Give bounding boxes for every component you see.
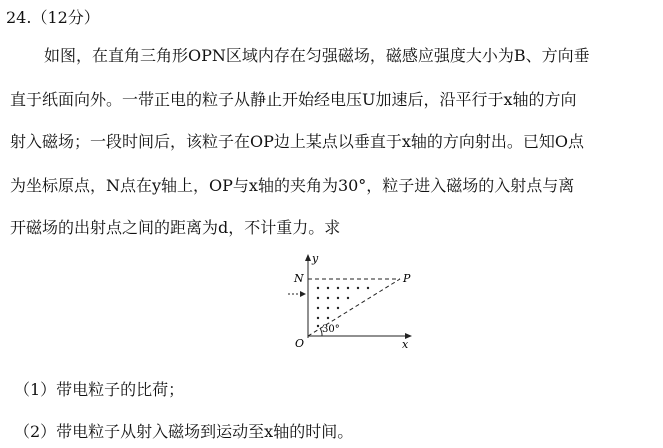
- magnetic-field-figure: [280, 252, 420, 352]
- problem-body-line-2: 直于纸面向外。一带正电的粒子从静止开始经电压U加速后，沿平行于x轴的方向: [10, 90, 577, 109]
- label-y: y: [312, 252, 319, 265]
- problem-body-line-3: 射入磁场；一段时间后，该粒子在OP边上某点以垂直于x轴的方向射出。已知O点: [10, 132, 585, 151]
- problem-body-line-5: 开磁场的出射点之间的距离为d，不计重力。求: [10, 218, 341, 237]
- field-dots: [317, 287, 369, 327]
- problem-number: 24.（12分）: [6, 8, 100, 27]
- label-N: N: [294, 272, 304, 285]
- problem-body-line-4: 为坐标原点，N点在y轴上，OP与x轴的夹角为30°，粒子进入磁场的入射点与离: [10, 176, 575, 195]
- label-O: O: [295, 337, 305, 350]
- question-2: （2）带电粒子从射入磁场到运动至x轴的时间。: [14, 422, 354, 441]
- question-1: （1）带电粒子的比荷；: [14, 380, 185, 399]
- label-P: P: [403, 272, 411, 285]
- label-x: x: [402, 338, 409, 351]
- incident-arrow-head: [300, 291, 306, 297]
- problem-body-line-1: 如图，在直角三角形OPN区域内存在匀强磁场，磁感应强度大小为B、方向垂: [44, 46, 590, 65]
- y-axis-arrow: [305, 254, 311, 261]
- label-angle: 30°: [322, 324, 340, 335]
